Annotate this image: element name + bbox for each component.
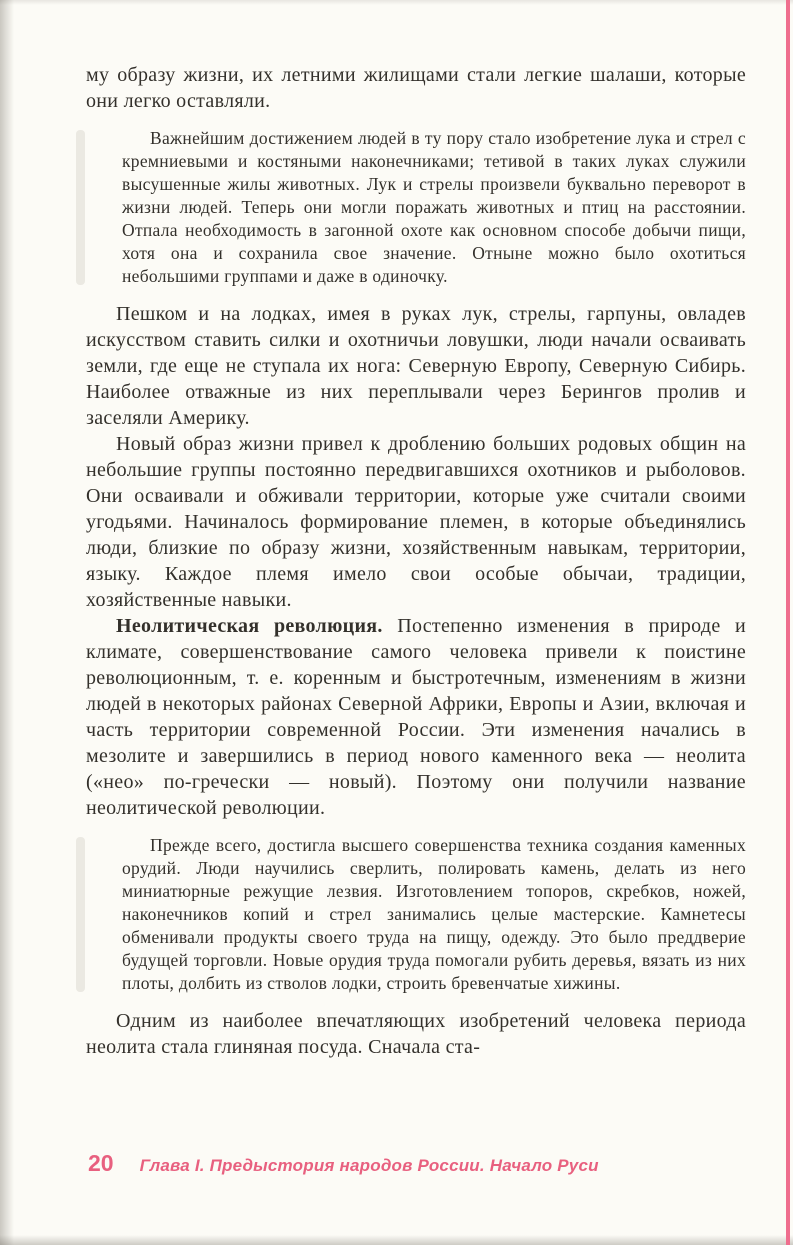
inset-marker xyxy=(76,837,85,992)
scan-edge-shadow-left xyxy=(0,0,14,1245)
inset-note-stone-tools xyxy=(122,834,746,995)
inset-note-bow-arrows xyxy=(122,127,746,288)
paragraph-migration: Пешком и на лодках, имея в руках лук, стрелы, гарпуны, овладев искусством ставить силки и охотничьи ловушки, люди начали осваивать земли, где еще не ступала их нога: Северную Европу, Северную Сибирь. Наиболее отважные из них переплывали через Берингов пролив и заселяли Америку. xyxy=(86,303,746,429)
page-number: 20 xyxy=(88,1150,114,1176)
paragraph-tribes: Новый образ жизни привел к дроблению больших родовых общин на небольшие группы постоянно передвигавшихся охотников и рыболовов. Они осваивали и обживали территории, которые уже считали своими угодьями. Начиналось формирование племен, в которые объединялись люди, близкие по образу жизни, хозяйственным навыкам, территории, языку. Каждое племя имело свои особые обычаи, традиции, хозяйственные навыки. xyxy=(86,433,746,611)
paragraph-continuation: му образу жизни, их летними жилищами стали легкие шалаши, которые они легко оставляли. xyxy=(86,64,746,112)
inset-paragraph: Прежде всего, достигла высшего совершенства техника создания каменных орудий. Люди научились сверлить, полировать камень, делать из него миниатюрные режущие лезвия. Изготовлением топоров, скребков, ножей, наконечников копий и стрел занимались целые мастерские. Камнетесы обменивали продукты своего труда на пищу, одежду. Это было преддверие будущей торговли. Новые орудия труда помогали рубить деревья, вязать из них плоты, долбить из стволов лодки, строить бревенчатые хижины. xyxy=(122,835,746,993)
scan-edge-shadow-top xyxy=(0,0,793,5)
text-column xyxy=(86,62,746,1060)
inset-paragraph: Важнейшим достижением людей в ту пору стало изобретение лука и стрел с кремниевыми и костяными наконечниками; тетивой в таких луках служили высушенные жилы животных. Лук и стрелы произвели буквально переворот в жизни людей. Теперь они могли поражать животных и птиц на расстоянии. Отпала необходимость в загонной охоте как основном способе добычи пищи, хотя она и сохранила свое значение. Отныне можно было охотиться небольшими группами и даже в одиночку. xyxy=(122,128,746,286)
paragraph-neolithic-revolution xyxy=(86,613,746,821)
inset-marker xyxy=(76,130,85,285)
page-edge-accent-stripe xyxy=(786,0,790,1245)
page-footer xyxy=(88,1150,599,1177)
paragraph-rest: Постепенно изменения в природе и климате, совершенствование самого человека привели к поистине революционным, т. е. коренным и быстротечным, изменениям в жизни людей в некоторых районах Северной Африки, Европы и Азии, включая и часть территории современной России. Эти изменения начались в мезолите и завершились в период нового каменного века — неолита («нео» по-гречески — новый). Поэтому они получили название неолитической революции. xyxy=(86,615,746,819)
paragraph-pottery: Одним из наиболее впечатляющих изобретений человека периода неолита стала глиняная посуда. Сначала ста- xyxy=(86,1010,746,1058)
scan-edge-shadow-bottom xyxy=(0,1235,793,1245)
chapter-title: Глава I. Предыстория народов России. Начало Руси xyxy=(139,1156,599,1175)
paragraph-bold-lead: Неолитическая революция. xyxy=(116,615,383,637)
